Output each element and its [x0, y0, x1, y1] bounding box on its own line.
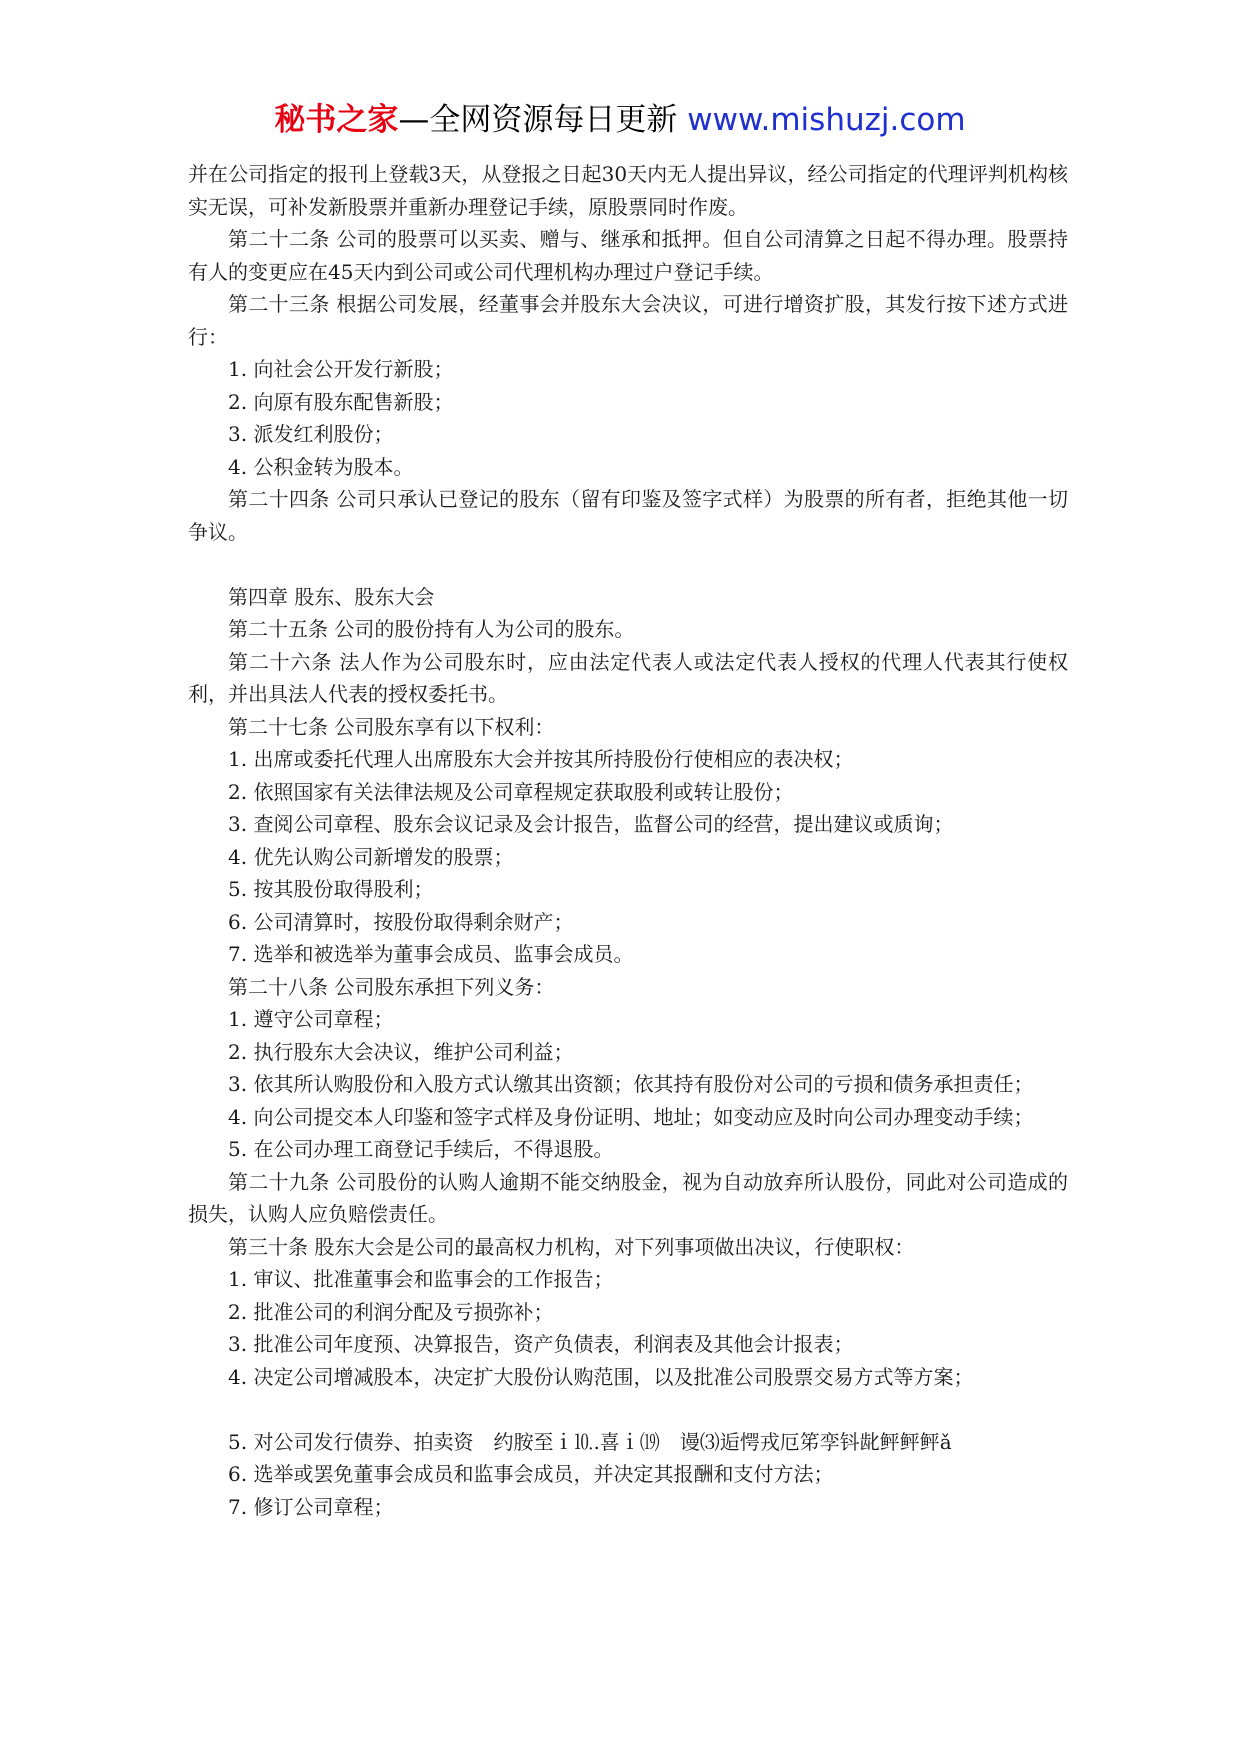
spacer [188, 548, 1068, 581]
article-25: 第二十五条 公司的股份持有人为公司的股东。 [228, 617, 635, 641]
list-item: 5. 在公司办理工商登记手续后，不得退股。 [228, 1137, 614, 1161]
list-item: 1. 审议、批准董事会和监事会的工作报告； [228, 1267, 614, 1291]
list-item: 1. 出席或委托代理人出席股东大会并按其所持股份行使相应的表决权； [228, 747, 854, 771]
site-header [0, 98, 1240, 142]
list-item: 7. 修订公司章程； [228, 1494, 394, 1519]
list-item: 2. 执行股东大会决议，维护公司利益； [228, 1039, 574, 1064]
list-item: 3. 查阅公司章程、股东会议记录及会计报告，监督公司的经营，提出建议或质询； [228, 812, 954, 836]
list-item: 1. 向社会公开发行新股； [228, 357, 454, 381]
list-item: 3. 批准公司年度预、决算报告，资产负债表，利润表及其他会计报表； [228, 1332, 854, 1356]
article-28: 第二十八条 公司股东承担下列义务： [228, 974, 555, 999]
article-24: 第二十四条 公司只承认已登记的股东（留有印鉴及签字式样）为股票的所有者，拒绝其他一切争议。 [188, 487, 1068, 544]
list-item: 2. 向原有股东配售新股； [228, 389, 454, 414]
article-29: 第二十九条 公司股份的认购人逾期不能交纳股金，视为自动放弃所认股份，同此对公司造成的损失，认购人应负赔偿责任。 [188, 1169, 1068, 1226]
list-item: 4. 决定公司增减股本，决定扩大股份认购范围，以及批准公司股票交易方式等方案； [228, 1364, 974, 1389]
paragraph: 并在公司指定的报刊上登载3天，从登报之日起30天内无人提出异议，经公司指定的代理评判机构核实无误，可补发新股票并重新办理登记手续，原股票同时作废。 [188, 162, 1068, 219]
brand-name: 秘书之家 [274, 102, 399, 138]
list-item: 7. 选举和被选举为董事会成员、监事会成员。 [228, 942, 634, 966]
list-item: 5. 对公司发行债券、拍卖资 约胺至ｉ⒑.喜ｉ⒆ 谩⑶逅愕戎厄笫孪钭龀鲆鲆鲆ǎ [228, 1429, 952, 1454]
article-26: 第二十六条 法人作为公司股东时，应由法定代表人或法定代表人授权的代理人代表其行使权利，并出具法人代表的授权委托书。 [188, 649, 1068, 706]
list-item: 4. 公积金转为股本。 [228, 454, 414, 479]
chapter-heading: 第四章 股东、股东大会 [228, 584, 435, 609]
list-item: 1. 遵守公司章程； [228, 1007, 394, 1031]
list-item: 5. 按其股份取得股利； [228, 877, 434, 901]
article-22: 第二十二条 公司的股票可以买卖、赠与、继承和抵押。但自公司清算之日起不得办理。股票持有人的变更应在45天内到公司或公司代理机构办理过户登记手续。 [188, 227, 1068, 284]
spacer [188, 1393, 1068, 1426]
document-body [188, 158, 1068, 1523]
site-url-link[interactable]: www.mishuzj.com [687, 102, 966, 138]
list-item: 3. 派发红利股份； [228, 422, 394, 446]
article-30: 第三十条 股东大会是公司的最高权力机构，对下列事项做出决议，行使职权： [228, 1234, 915, 1259]
list-item: 2. 依照国家有关法律法规及公司章程规定获取股利或转让股份； [228, 779, 794, 804]
list-item: 6. 选举或罢免董事会成员和监事会成员，并决定其报酬和支付方法； [228, 1462, 834, 1486]
list-item: 4. 向公司提交本人印鉴和签字式样及身份证明、地址；如变动应及时向公司办理变动手续； [228, 1104, 1034, 1129]
article-27: 第二十七条 公司股东享有以下权利： [228, 714, 555, 739]
article-23: 第二十三条 根据公司发展，经董事会并股东大会决议，可进行增资扩股，其发行按下述方式进行： [188, 292, 1068, 349]
header-slogan: —全网资源每日更新 [398, 102, 678, 138]
list-item: 3. 依其所认购股份和入股方式认缴其出资额；依其持有股份对公司的亏损和债务承担责任； [228, 1072, 1034, 1096]
list-item: 2. 批准公司的利润分配及亏损弥补； [228, 1299, 554, 1324]
list-item: 4. 优先认购公司新增发的股票； [228, 844, 514, 869]
list-item: 6. 公司清算时，按股份取得剩余财产； [228, 909, 574, 934]
